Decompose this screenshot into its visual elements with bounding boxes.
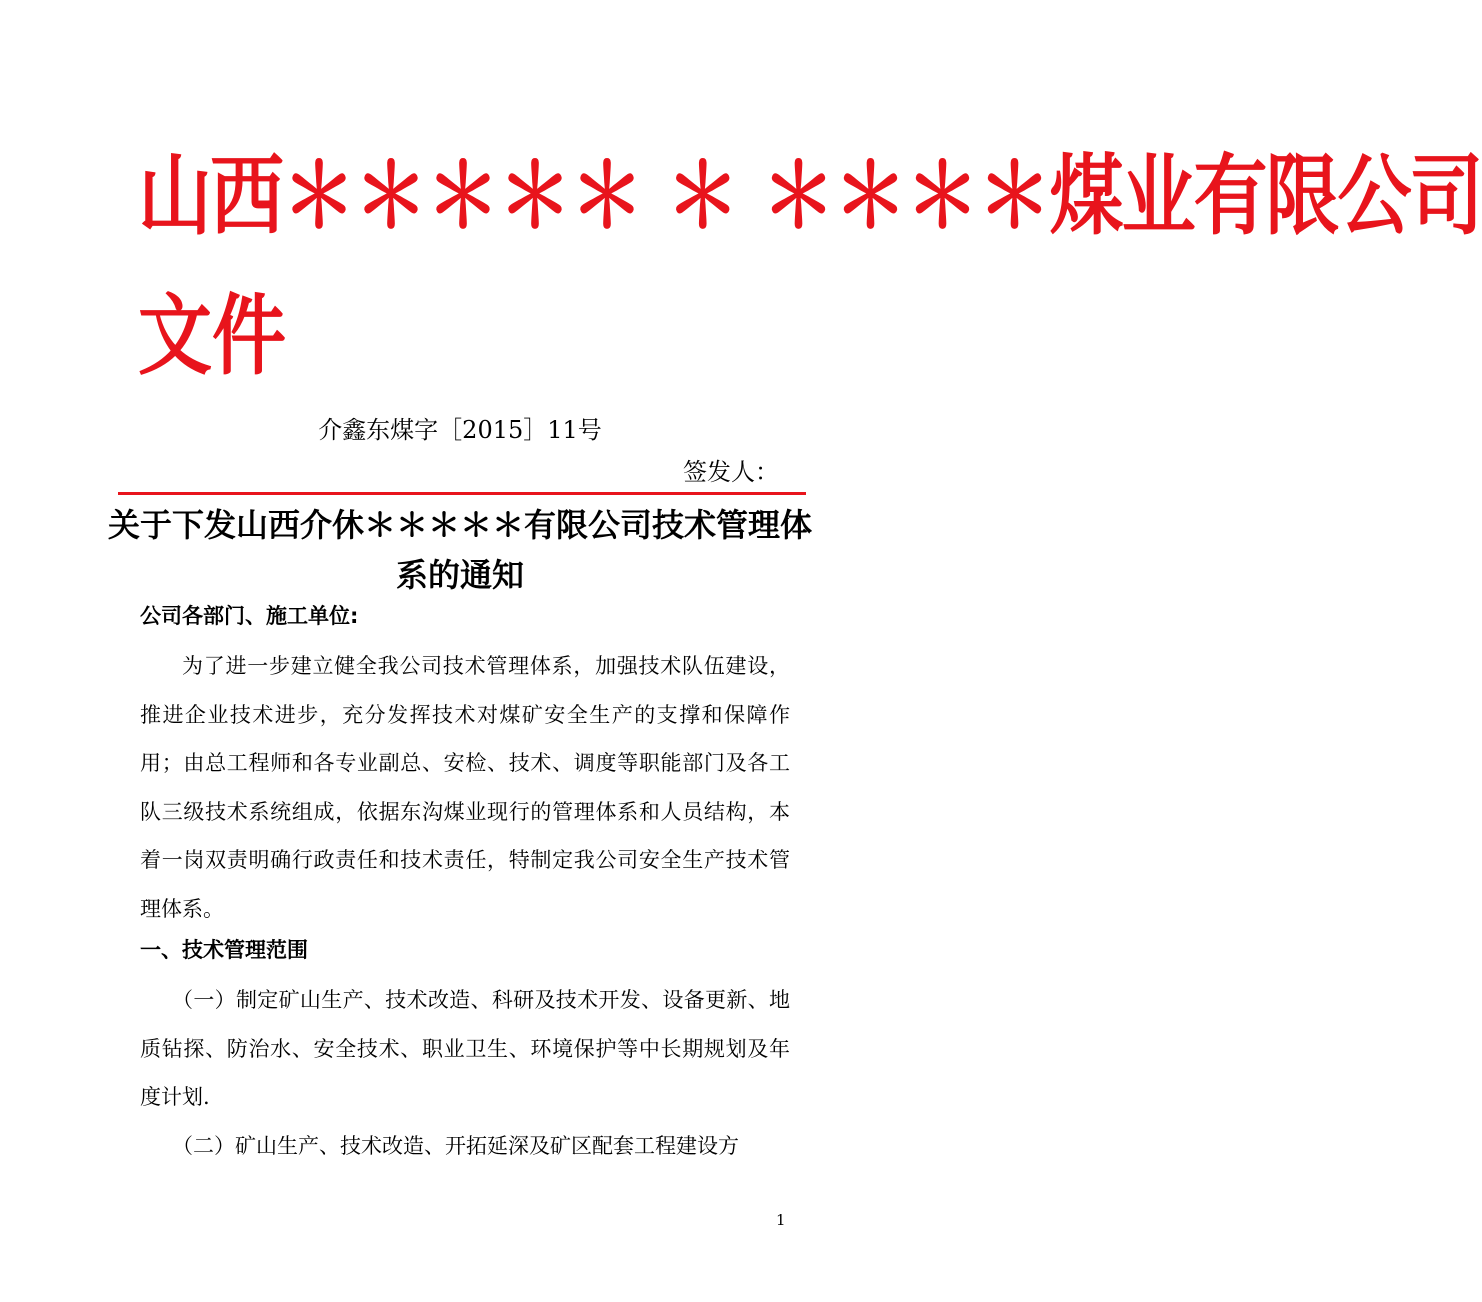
red-divider <box>118 492 806 495</box>
intro-paragraph: 为了进一步建立健全我公司技术管理体系，加强技术队伍建设，推进企业技术进步，充分发挥技术对煤矿安全生产的支撑和保障作用；由总工程师和各专业副总、安检、技术、调度等职能部门及各工队三级技术系统组成，依据东沟煤业现行的管理体系和人员结构，本着一岗双责明确行政责任和技术责任，特制定我公司安全生产技术管理体系。 <box>140 654 790 921</box>
page-number: 1 <box>776 1211 786 1229</box>
section-heading: 一、技术管理范围 <box>140 938 308 962</box>
salutation: 公司各部门、施工单位: <box>140 604 359 628</box>
signer-label: 签发人： <box>683 458 779 486</box>
notice-title: 关于下发山西介休＊＊＊＊＊有限公司技术管理体系的通知 <box>107 506 812 594</box>
document-header-company: 山西＊＊＊＊＊ ＊ ＊＊＊＊煤业有限公司 <box>138 145 1482 248</box>
document-header-file: 文件 <box>138 285 286 388</box>
item-paragraph-2: （二）矿山生产、技术改造、开拓延深及矿区配套工程建设方 <box>172 1134 739 1158</box>
item-paragraph-1: （一）制定矿山生产、技术改造、科研及技术开发、设备更新、地质钻探、防治水、安全技术、职业卫生、环境保护等中长期规划及年度计划. <box>140 988 790 1110</box>
document-number: 介鑫东煤字［2015］11号 <box>318 416 602 444</box>
